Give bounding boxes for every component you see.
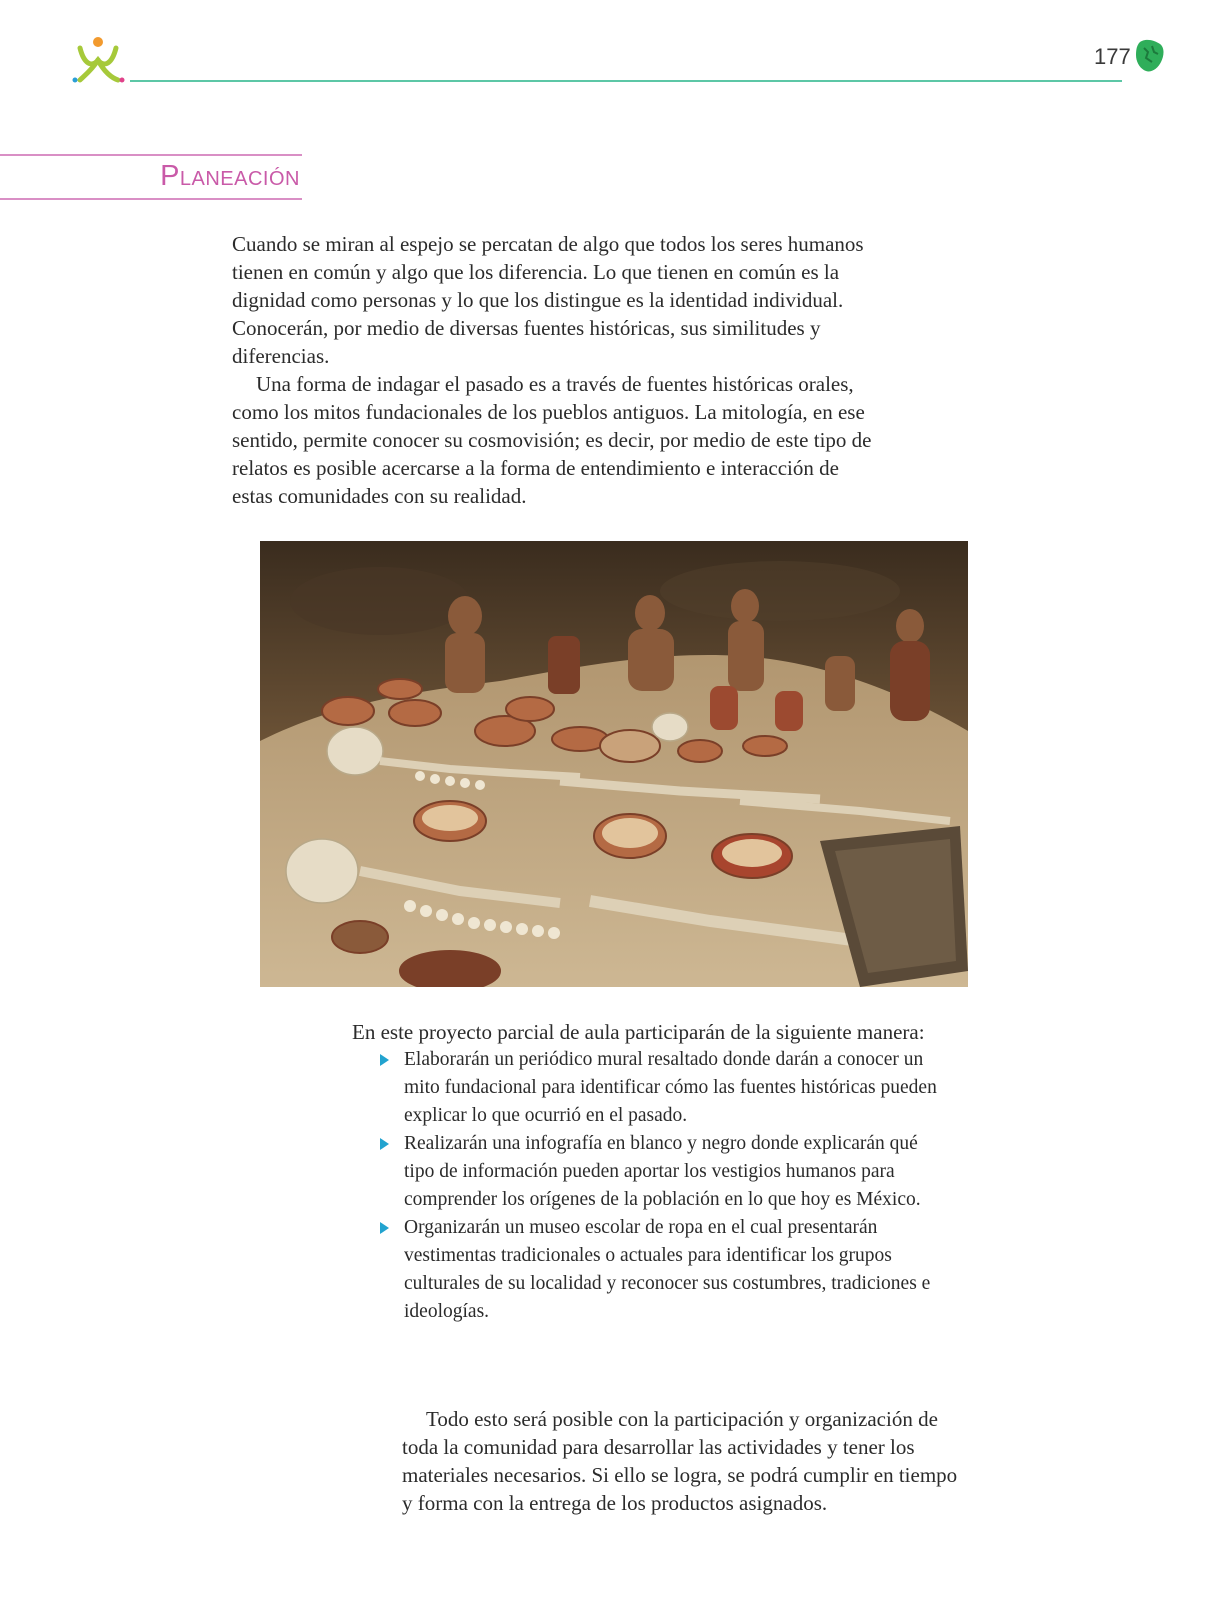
leaf-badge-icon xyxy=(1134,38,1166,74)
page-number: 177 xyxy=(1094,44,1131,69)
list-item xyxy=(404,1214,952,1326)
closing-paragraph: Todo esto será posible con la participación y organización de toda la comunidad para desarrollar las actividades y tener los materiales necesarios. Si ello se logra, se podrá cumplir en tiempo y forma con la entrega de los productos asignados. xyxy=(402,1407,958,1515)
project-section xyxy=(352,1018,952,1326)
section-title: Planeación xyxy=(160,160,300,192)
bullet-arrow-icon xyxy=(380,1054,389,1066)
project-list xyxy=(352,1046,952,1326)
list-item-text: Organizarán un museo escolar de ropa en el cual presentarán vestimentas tradicionales o actuales para identificar los grupos culturales de su localidad y reconocer sus costumbres, tradiciones e ideologías. xyxy=(404,1217,931,1322)
list-item xyxy=(404,1046,952,1130)
list-item-text: Realizarán una infografía en blanco y negro donde explicarán qué tipo de información pueden aportar los vestigios humanos para comprender los orígenes de la población en lo que hoy es México. xyxy=(404,1133,921,1210)
intro-paragraph: Cuando se miran al espejo se percatan de algo que todos los seres humanos tienen en común y algo que los diferencia. Lo que tienen en común es la dignidad como personas y lo que los distingue es la identidad individual. Conocerán, por medio de diversas fuentes históricas, sus similitudes y diferencias. xyxy=(232,232,864,368)
burial-offering-photo xyxy=(260,541,968,987)
intro-paragraph: Una forma de indagar el pasado es a través de fuentes históricas orales, como los mitos fundacionales de los pueblos antiguos. La mitología, en ese sentido, permite conocer su cosmovisión; es decir, por medio de este tipo de relatos es posible acercarse a la forma de entendimiento e interacción de estas comunidades con su realidad. xyxy=(232,372,872,508)
project-intro: En este proyecto parcial de aula participarán de la siguiente manera: xyxy=(352,1020,925,1044)
list-item-text: Elaborarán un periódico mural resaltado donde darán a conocer un mito fundacional para identificar cómo las fuentes históricas pueden explicar lo que ocurrió en el pasado. xyxy=(404,1049,937,1126)
program-logo xyxy=(70,34,126,86)
bullet-arrow-icon xyxy=(380,1138,389,1150)
list-item xyxy=(404,1130,952,1214)
bullet-arrow-icon xyxy=(380,1222,389,1234)
section-rule-bottom xyxy=(0,198,302,200)
closing-text xyxy=(402,1405,972,1517)
intro-text xyxy=(232,230,872,510)
header-rule xyxy=(130,80,1122,82)
section-rule-top xyxy=(0,154,302,156)
